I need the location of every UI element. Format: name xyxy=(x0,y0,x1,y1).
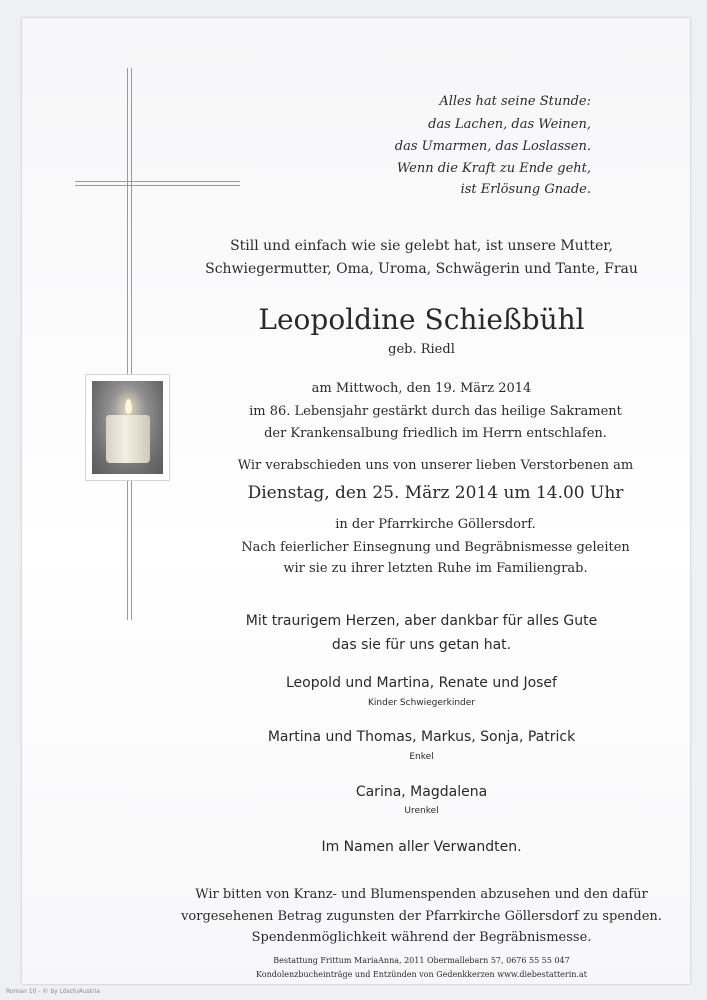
farewell-intro: Wir verabschieden uns von unserer lieben Verstorbenen am xyxy=(237,458,634,473)
funeral-line: wir sie zu ihrer letzten Ruhe im Familiengrab. xyxy=(283,561,588,576)
print-code: Roman 10 - © by Lösch/Austria xyxy=(6,988,100,995)
gratitude-line: Mit traurigem Herzen, aber dankbar für alles Gute xyxy=(245,613,598,629)
donation-line: Spendenmöglichkeit während der Begräbnismesse. xyxy=(251,930,592,945)
mourner-names: Carina, Magdalena xyxy=(355,784,488,800)
mourner-names: Leopold und Martina, Renate und Josef xyxy=(286,675,557,691)
funeral-line: Nach feierlicher Einsegnung und Begräbnismesse geleiten xyxy=(241,540,630,555)
death-line: am Mittwoch, den 19. März 2014 xyxy=(311,381,532,396)
deceased-name: Leopoldine Schießbühl xyxy=(258,303,585,336)
death-line: der Krankensalbung friedlich im Herrn entschlafen. xyxy=(264,426,607,441)
death-line: im 86. Lebensjahr gestärkt durch das heilige Sakrament xyxy=(249,404,622,419)
intro-line: Schwiegermutter, Oma, Uroma, Schwägerin und Tante, Frau xyxy=(205,261,638,277)
funeral-date: Dienstag, den 25. März 2014 um 14.00 Uhr xyxy=(247,483,624,503)
mourner-relation: Urenkel xyxy=(404,806,439,816)
poem-line: Alles hat seine Stunde: xyxy=(439,94,591,109)
gratitude-line: das sie für uns getan hat. xyxy=(331,637,512,653)
mourner-relation: Kinder Schwiegerkinder xyxy=(368,698,475,708)
mourner-names: Martina und Thomas, Markus, Sonja, Patrick xyxy=(267,729,576,745)
poem-line: das Lachen, das Weinen, xyxy=(428,117,591,132)
undertaker-line: Bestattung Frittum MariaAnna, 2011 Obermallebarn 57, 0676 55 55 047 xyxy=(273,956,570,965)
maiden-name: geb. Riedl xyxy=(388,342,455,357)
donation-line: Wir bitten von Kranz- und Blumenspenden abzusehen und den dafür xyxy=(195,887,648,902)
poem-line: ist Erlösung Gnade. xyxy=(460,182,591,197)
cross-horizontal-bar xyxy=(75,181,240,186)
undertaker-line: Kondolenzbucheinträge und Entzünden von Gedenkkerzen www.diebestatterin.at xyxy=(256,970,587,979)
donation-line: vorgesehenen Betrag zugunsten der Pfarrkirche Göllersdorf zu spenden. xyxy=(181,909,662,924)
intro-line: Still und einfach wie sie gelebt hat, ist unsere Mutter, xyxy=(230,238,613,254)
mourner-relation: Enkel xyxy=(409,752,434,762)
poem-line: Wenn die Kraft zu Ende geht, xyxy=(396,161,591,176)
relatives-line: Im Namen aller Verwandten. xyxy=(321,839,522,855)
funeral-line: in der Pfarrkirche Göllersdorf. xyxy=(335,517,536,532)
poem-line: das Umarmen, das Loslassen. xyxy=(394,139,591,154)
